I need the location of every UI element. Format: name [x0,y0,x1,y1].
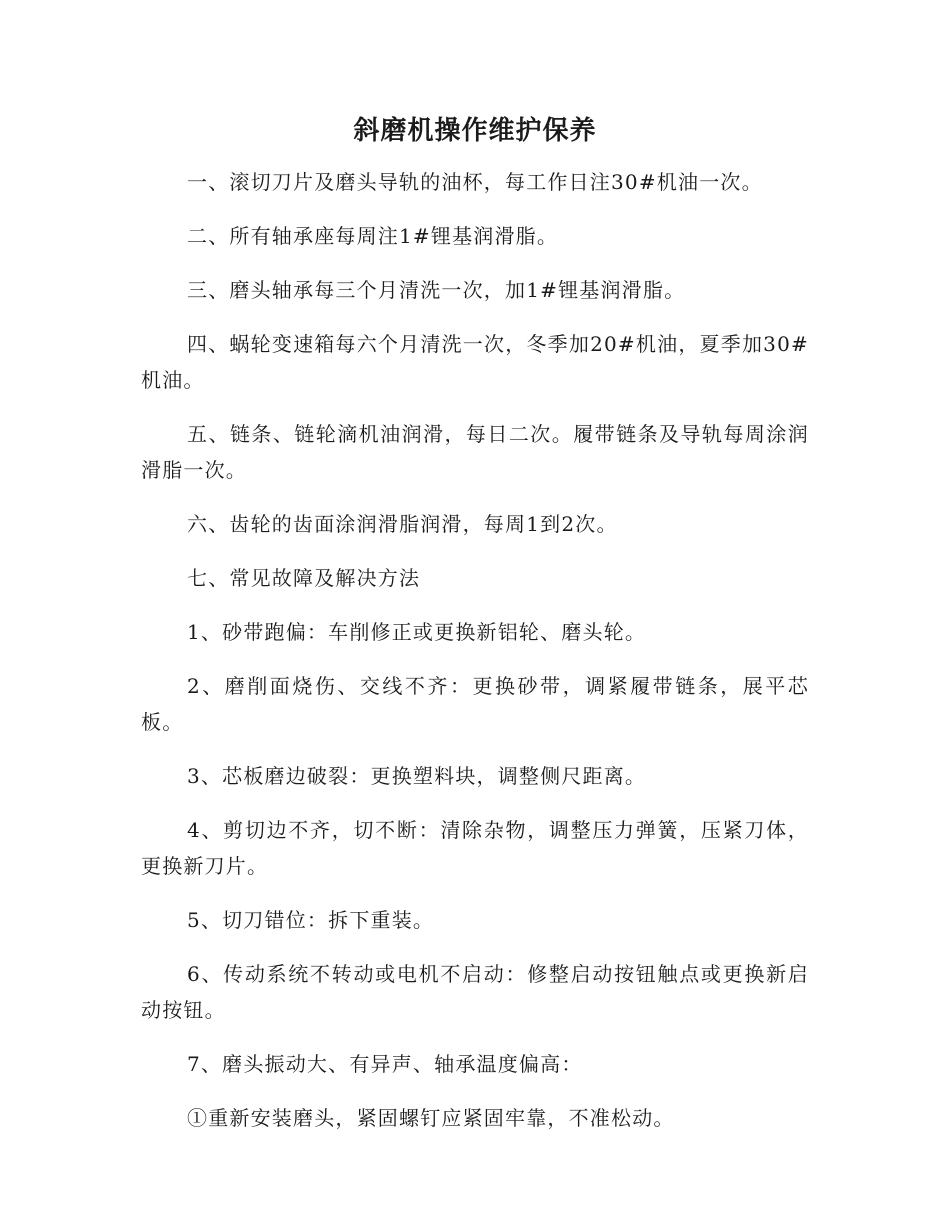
paragraph-lubrication-5: 五、链条、链轮滴机油润滑，每日二次。履带链条及导轨每周涂润滑脂一次。 [141,422,809,482]
fault-item-6: 6、传动系统不转动或电机不启动：修整启动按钮触点或更换新启动按钮。 [141,962,809,1022]
fault-item-1: 1、砂带跑偏：车削修正或更换新铝轮、磨头轮。 [187,620,647,644]
section-heading-faults: 七、常见故障及解决方法 [187,566,421,590]
paragraph-lubrication-3: 三、磨头轴承每三个月清洗一次，加1#锂基润滑脂。 [187,278,686,302]
paragraph-lubrication-1: 一、滚切刀片及磨头导轨的油杯，每工作日注30#机油一次。 [187,170,763,194]
document-body [141,108,809,1154]
paragraph-lubrication-4: 四、蜗轮变速箱每六个月清洗一次，冬季加20#机油，夏季加30#机油。 [141,332,809,392]
fault-item-4: 4、剪切边不齐，切不断：清除杂物，调整压力弹簧，压紧刀体，更换新刀片。 [141,818,809,878]
fault-item-5: 5、切刀错位：拆下重装。 [187,908,435,932]
document-title: 斜磨机操作维护保养 [353,116,597,146]
paragraph-lubrication-2: 二、所有轴承座每周注1#锂基润滑脂。 [187,224,559,248]
fault-item-2: 2、磨削面烧伤、交线不齐：更换砂带，调紧履带链条，展平芯板。 [141,674,809,734]
fault-item-3: 3、芯板磨边破裂：更换塑料块，调整侧尺距离。 [187,764,647,788]
fault-item-7: 7、磨头振动大、有异声、轴承温度偏高： [187,1052,583,1076]
paragraph-lubrication-6: 六、齿轮的齿面涂润滑脂润滑，每周1到2次。 [187,512,618,536]
fault-item-7-step-1: ①重新安装磨头，紧固螺钉应紧固牢靠，不准松动。 [187,1106,675,1130]
